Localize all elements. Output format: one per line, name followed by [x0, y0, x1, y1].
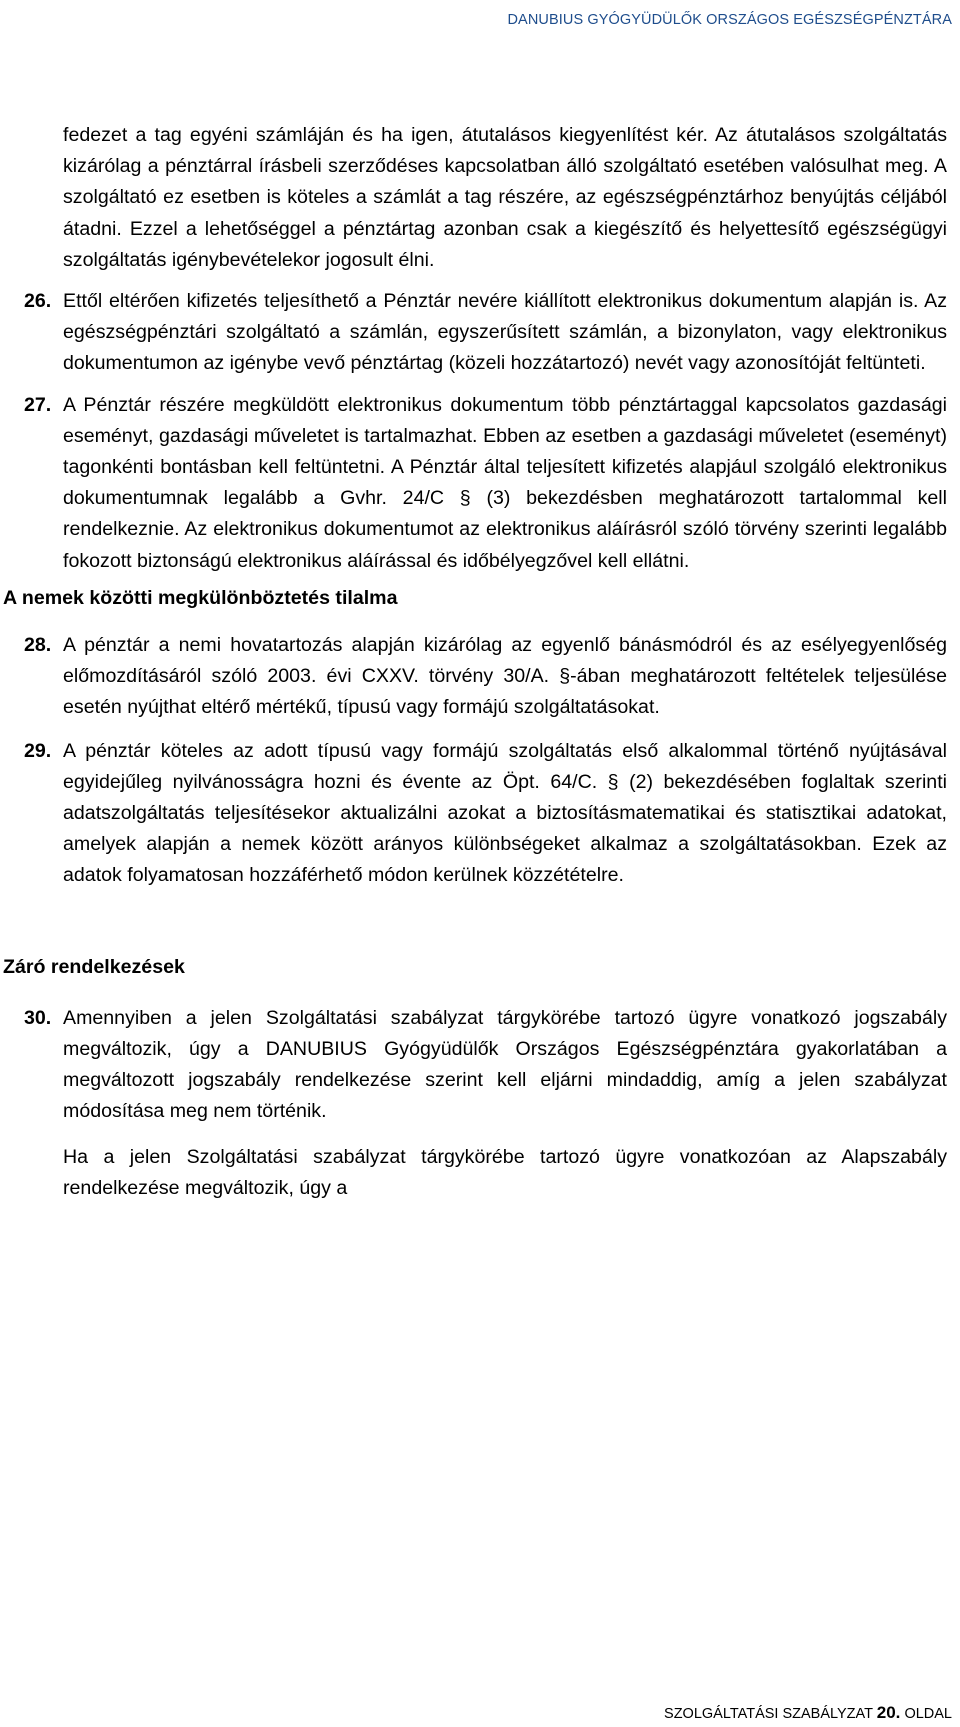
main-content — [0, 120, 960, 1204]
page-number: 20. — [876, 1703, 901, 1722]
item-number: 27. — [24, 393, 52, 416]
item-text: Ettől eltérően kifizetés teljesíthető a Pénztár nevére kiállított elektronikus dokumentum alapján is. Az egészségpénztári szolgáltató a számlán, egyszerűsített számlán, a bizonylaton, vagy elektronikus dokumentumon az igénybe vevő pénztártag (közeli hozzátartozó) nevét vagy azonosítóját feltünteti. — [63, 290, 947, 375]
list-item-28 — [24, 630, 947, 724]
item-text: A Pénztár részére megküldött elektronikus dokumentum több pénztártaggal kapcsolatos gazdasági eseményt, gazdasági műveletet is tartalmazhat. Ebben az esetben a gazdasági műveletet (eseményt) tagonkénti bontásban kell feltüntetni. A Pénztár által teljesített kifizetés alapjául szolgáló elektronikus dokumentumnak legalább a Gvhr. 24/C § (3) bekezdésben meghatározott tartalommal kell rendelkeznie. Az elektronikus dokumentumot az elektronikus aláírásról szóló törvény szerinti legalább fokozott biztonságú elektronikus aláírással és időbélyegzővel kell ellátni. — [63, 393, 947, 572]
item-number: 28. — [24, 634, 52, 657]
item-number: 26. — [24, 290, 52, 313]
item-text: A pénztár a nemi hovatartozás alapján kizárólag az egyenlő bánásmódról és az esélyegyenlőség előmozdításáról szóló 2003. évi CXXV. törvény 30/A. §-ában meghatározott feltételek teljesülése esetén nyújthat eltérő mértékű, típusú vagy formájú szolgáltatásokat. — [63, 634, 947, 719]
section-heading-closing: Záró rendelkezések — [3, 955, 185, 978]
page-footer — [664, 1703, 952, 1723]
list-item-29 — [24, 736, 947, 892]
item-text-continued: Ha a jelen Szolgáltatási szabályzat tárgykörébe tartozó ügyre vonatkozóan az Alapszabály rendelkezése megváltozik, úgy a — [63, 1145, 947, 1199]
list-item-27 — [24, 390, 947, 577]
item-number: 29. — [24, 739, 52, 762]
footer-page-label: OLDAL — [904, 1706, 952, 1722]
section-heading-gender: A nemek közötti megkülönböztetés tilalma — [3, 586, 398, 609]
footer-doc-label: SZOLGÁLTATÁSI SZABÁLYZAT — [664, 1706, 873, 1722]
item-number: 30. — [24, 1006, 52, 1029]
intro-paragraph: fedezet a tag egyéni számláján és ha igen, átutalásos kiegyenlítést kér. Az átutalásos szolgáltatás kizárólag a pénztárral írásbeli szerződéses kapcsolatban álló szolgáltató esetében valósulhat meg. A szolgáltató ez esetben is köteles a számlát a tag részére, az egészségpénztárhoz benyújtás céljából átadni. Ezzel a lehetőséggel a pénztártag azonban csak a kiegészítő és helyettesítő egészségügyi szolgáltatás igénybevételekor jogosult élni. — [63, 124, 947, 271]
item-text: A pénztár köteles az adott típusú vagy formájú szolgáltatás első alkalommal történő nyújtásával egyidejűleg nyilvánosságra hozni és évente az Öpt. 64/C. § (2) bekezdésében foglaltak szerinti adatszolgáltatás teljesítésekor aktualizálni azokat a biztosításmatematikai és statisztikai adatokat, amelyek alapján a nemek között arányos különbségeket alkalmaz a szolgáltatásokban. Ezek az adatok folyamatosan hozzáférhető módon kerülnek közzétételre. — [63, 739, 947, 887]
list-item-26 — [24, 286, 947, 380]
list-item-30 — [24, 1003, 947, 1204]
item-text: Amennyiben a jelen Szolgáltatási szabályzat tárgykörébe tartozó ügyre vonatkozó jogszabály megváltozik, úgy a DANUBIUS Gyógyüdülők Országos Egészségpénztára gyakorlatában a megváltozott jogszabály rendelkezése szerint kell eljárni mindaddig, amíg a jelen szabályzat módosítása meg nem történik. — [63, 1006, 947, 1123]
running-header: DANUBIUS GYÓGYÜDÜLŐK ORSZÁGOS EGÉSZSÉGPÉNZTÁRA — [507, 12, 952, 28]
